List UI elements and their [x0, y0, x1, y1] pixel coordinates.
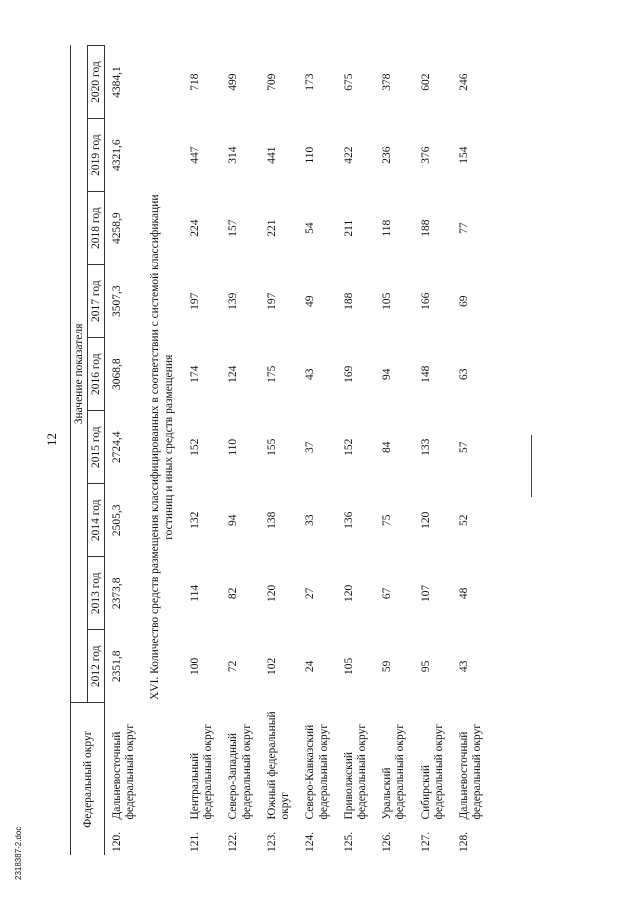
value-cell: 75: [381, 514, 394, 527]
value-cell: 84: [381, 441, 394, 453]
value-cell: 314: [227, 146, 240, 164]
value-cell: 447: [189, 146, 202, 164]
value-cell: 114: [189, 584, 202, 602]
section-row: [143, 46, 183, 856]
value-cell: 3068,8: [111, 358, 123, 391]
value-cell: 49: [304, 295, 317, 307]
year-header: 2012 год: [88, 630, 105, 703]
value-cell: 67: [381, 587, 394, 600]
value-cell: 188: [342, 292, 355, 310]
value-cell: 709: [265, 73, 278, 91]
value-cell: 120: [419, 511, 432, 529]
value-cell: 37: [304, 441, 317, 453]
okrug-name: Северо-Кавказский федеральный округ: [304, 723, 330, 820]
value-cell: 675: [342, 73, 355, 91]
value-cell: 43: [304, 368, 317, 380]
value-cell: 718: [189, 73, 202, 91]
value-cell: 59: [381, 660, 394, 673]
year-header: 2015 год: [88, 411, 105, 484]
row-number: 121.: [189, 831, 202, 852]
value-cell: 100: [189, 657, 202, 675]
value-cell: 94: [381, 368, 394, 380]
value-cell: 54: [304, 222, 317, 234]
value-cell: 69: [458, 295, 471, 307]
value-cell: 33: [304, 514, 317, 527]
footer-divider: [531, 435, 532, 497]
value-cell: 2505,3: [111, 504, 123, 537]
file-identifier: 2318387-2.doc: [14, 826, 23, 880]
value-cell: 24: [304, 660, 317, 673]
value-column-header: Значение показателя: [71, 46, 88, 703]
table-row: [105, 46, 144, 856]
value-cell: 174: [189, 365, 202, 383]
okrug-name: Южный федеральный округ: [265, 711, 292, 820]
table-body: [183, 46, 491, 856]
okrug-column-header: Федеральный округ: [71, 703, 105, 855]
value-cell: 422: [342, 146, 355, 164]
okrug-name: Приволжский федеральный округ: [342, 723, 368, 820]
value-cell: 27: [304, 587, 317, 600]
value-cell: 152: [189, 438, 202, 456]
value-cell: 155: [265, 438, 278, 456]
value-cell: 110: [227, 438, 240, 456]
value-cell: 2351,8: [111, 650, 123, 683]
value-cell: 2373,8: [111, 577, 123, 610]
value-cell: 441: [265, 146, 278, 164]
year-header: 2017 год: [88, 265, 105, 338]
table-row: [452, 46, 490, 856]
table-row: [260, 46, 298, 856]
value-cell: 148: [419, 365, 432, 383]
value-cell: 110: [304, 146, 317, 164]
value-cell: 63: [458, 368, 471, 380]
okrug-name: Дальневосточный федеральный округ: [111, 723, 137, 820]
year-header: 2014 год: [88, 484, 105, 557]
okrug-name: Дальневосточный федеральный округ: [458, 723, 484, 820]
value-cell: 57: [458, 441, 471, 453]
value-cell: 221: [265, 219, 278, 237]
value-cell: 175: [265, 365, 278, 383]
value-cell: 136: [342, 511, 355, 529]
value-cell: 105: [381, 292, 394, 310]
okrug-name: Уральский федеральный округ: [381, 723, 407, 820]
row-number: 120.: [111, 831, 123, 852]
row-number: 124.: [304, 831, 317, 852]
value-cell: 138: [265, 511, 278, 529]
value-cell: 197: [265, 292, 278, 310]
row-number: 126.: [381, 831, 394, 852]
value-cell: 4258,9: [111, 212, 123, 244]
value-cell: 4384,1: [111, 66, 123, 98]
table-row: [183, 46, 221, 856]
page-number: 12: [44, 433, 59, 446]
value-cell: 224: [189, 219, 202, 237]
row-number: 127.: [419, 831, 432, 852]
value-cell: 166: [419, 292, 432, 310]
rotated-page-content: [70, 35, 610, 855]
value-cell: 376: [419, 146, 432, 164]
value-cell: 120: [265, 584, 278, 602]
value-cell: 120: [342, 584, 355, 602]
okrug-name: Сибирский федеральный округ: [419, 723, 445, 820]
value-cell: 105: [342, 657, 355, 675]
value-cell: 72: [227, 660, 240, 673]
year-header: 2018 год: [88, 192, 105, 265]
value-cell: 236: [381, 146, 394, 164]
value-cell: 43: [458, 660, 471, 673]
value-cell: 52: [458, 514, 471, 527]
okrug-name: Центральный федеральный округ: [189, 723, 215, 820]
table-row: [414, 46, 452, 856]
value-cell: 152: [342, 438, 355, 456]
value-cell: 378: [381, 73, 394, 91]
row-number: 128.: [458, 831, 471, 852]
table-row: [298, 46, 336, 856]
value-cell: 2724,4: [111, 431, 123, 464]
value-cell: 173: [304, 73, 317, 91]
value-cell: 197: [189, 292, 202, 310]
value-cell: 132: [189, 511, 202, 529]
year-header: 2016 год: [88, 338, 105, 411]
value-cell: 77: [458, 222, 471, 234]
value-cell: 124: [227, 365, 240, 383]
section-title: XVI. Количество средств размещения классифицированных в соответствии с системой классификации гостиниц и иных средств размещения: [149, 194, 176, 701]
table-row: [221, 46, 259, 856]
value-cell: 157: [227, 219, 240, 237]
value-cell: 102: [265, 657, 278, 675]
value-cell: 95: [419, 660, 432, 673]
value-cell: 246: [458, 73, 471, 91]
indicator-table: [70, 45, 491, 855]
value-cell: 169: [342, 365, 355, 383]
row-number: 123.: [265, 831, 278, 852]
value-cell: 154: [458, 146, 471, 164]
value-cell: 94: [227, 514, 240, 527]
value-cell: 82: [227, 587, 240, 600]
value-cell: 3507,3: [111, 285, 123, 317]
year-header: 2020 год: [88, 46, 105, 119]
value-cell: 602: [419, 73, 432, 91]
year-header: 2019 год: [88, 119, 105, 192]
value-cell: 139: [227, 292, 240, 310]
value-cell: 4321,6: [111, 139, 123, 171]
value-cell: 133: [419, 438, 432, 456]
row-number: 122.: [227, 831, 240, 852]
value-cell: 107: [419, 584, 432, 602]
okrug-name: Северо-Западный федеральный округ: [227, 723, 253, 820]
value-cell: 48: [458, 587, 471, 600]
row-number: 125.: [342, 831, 355, 852]
table-row: [375, 46, 413, 856]
header-row-top: [71, 46, 88, 856]
year-header: 2013 год: [88, 557, 105, 630]
value-cell: 499: [227, 73, 240, 91]
value-cell: 188: [419, 219, 432, 237]
table-row: [337, 46, 375, 856]
value-cell: 211: [342, 219, 355, 237]
value-cell: 118: [381, 219, 394, 237]
